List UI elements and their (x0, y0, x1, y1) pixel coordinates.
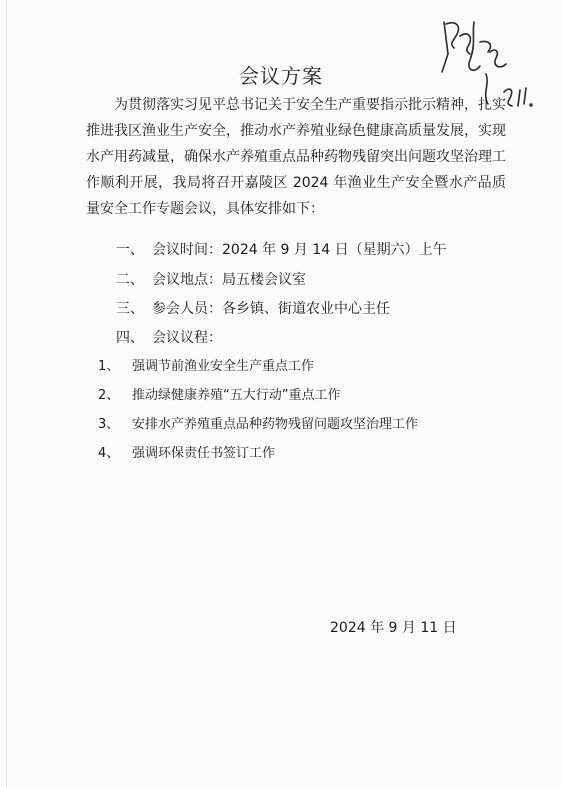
agenda-item (98, 444, 275, 464)
intro-paragraph: 为贯彻落实习见平总书记关于安全生产重要指示批示精神，扎实推进我区渔业生产安全，推动水产养殖业绿色健康高质量发展，实现水产用药减量，确保水产养殖重点品种药物残留突出问题攻坚治理工作顺利开展，我局将召开嘉陵区 2024 年渔业生产安全暨水产品质量安全工作专题会议，具体安排如下： (86, 97, 506, 217)
item-text: 会议议程： (152, 330, 222, 346)
agenda-number: 1、 (98, 359, 120, 374)
agenda-item (98, 357, 314, 377)
item-meeting-time (116, 240, 447, 260)
agenda-text: 安排水产养殖重点品种药物残留问题攻坚治理工作 (132, 417, 419, 432)
agenda-number: 4、 (98, 446, 120, 461)
page-edge (6, 0, 7, 787)
agenda-number: 3、 (98, 417, 120, 432)
agenda-text: 强调节前渔业安全生产重点工作 (132, 359, 315, 374)
agenda-item (98, 415, 418, 435)
item-number: 一、 (116, 242, 144, 258)
item-attendees (116, 299, 390, 319)
item-number: 三、 (116, 301, 144, 317)
item-number: 二、 (116, 272, 144, 288)
item-text: 会议地点：局五楼会议室 (152, 272, 306, 288)
document-title: 会议方案 (239, 64, 323, 88)
agenda-number: 2、 (98, 388, 120, 403)
item-text: 参会人员：各乡镇、街道农业中心主任 (152, 301, 390, 317)
item-meeting-place (116, 270, 306, 290)
item-text: 会议时间：2024 年 9 月 14 日（星期六）上午 (152, 242, 447, 258)
agenda-text: 推动绿健康养殖“五大行动”重点工作 (132, 388, 341, 403)
item-agenda-heading (116, 328, 222, 348)
item-number: 四、 (116, 330, 144, 346)
agenda-item (98, 386, 340, 406)
document-date: 2024 年 9 月 11 日 (330, 620, 457, 636)
agenda-text: 强调环保责任书签订工作 (132, 446, 276, 461)
